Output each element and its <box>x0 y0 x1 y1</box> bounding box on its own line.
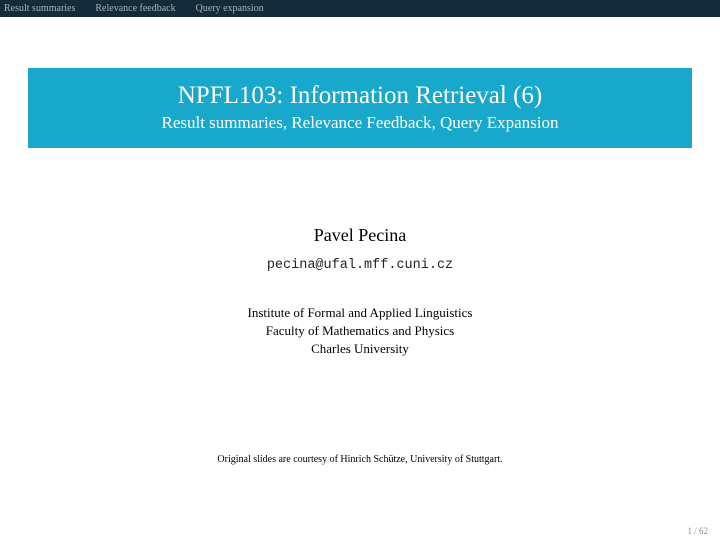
page-number: 1 / 62 <box>687 526 708 536</box>
courtesy-note: Original slides are courtesy of Hinrich Schütze, University of Stuttgart. <box>217 454 503 465</box>
section-navigation-bar <box>0 0 720 17</box>
nav-item-result-summaries[interactable]: Result summaries <box>4 3 76 14</box>
institute-line: Institute of Formal and Applied Linguistics <box>247 305 473 320</box>
title-block <box>28 68 692 148</box>
slide-title: NPFL103: Information Retrieval (6) <box>177 82 543 109</box>
slide-subtitle: Result summaries, Relevance Feedback, Query Expansion <box>161 113 559 132</box>
nav-item-relevance-feedback[interactable]: Relevance feedback <box>95 3 176 14</box>
institute-block <box>0 304 720 358</box>
nav-item-query-expansion[interactable]: Query expansion <box>195 3 264 14</box>
university-line: Charles University <box>311 341 409 356</box>
faculty-line: Faculty of Mathematics and Physics <box>265 323 455 338</box>
author-email: pecina@ufal.mff.cuni.cz <box>266 258 454 273</box>
author-name: Pavel Pecina <box>313 225 407 245</box>
